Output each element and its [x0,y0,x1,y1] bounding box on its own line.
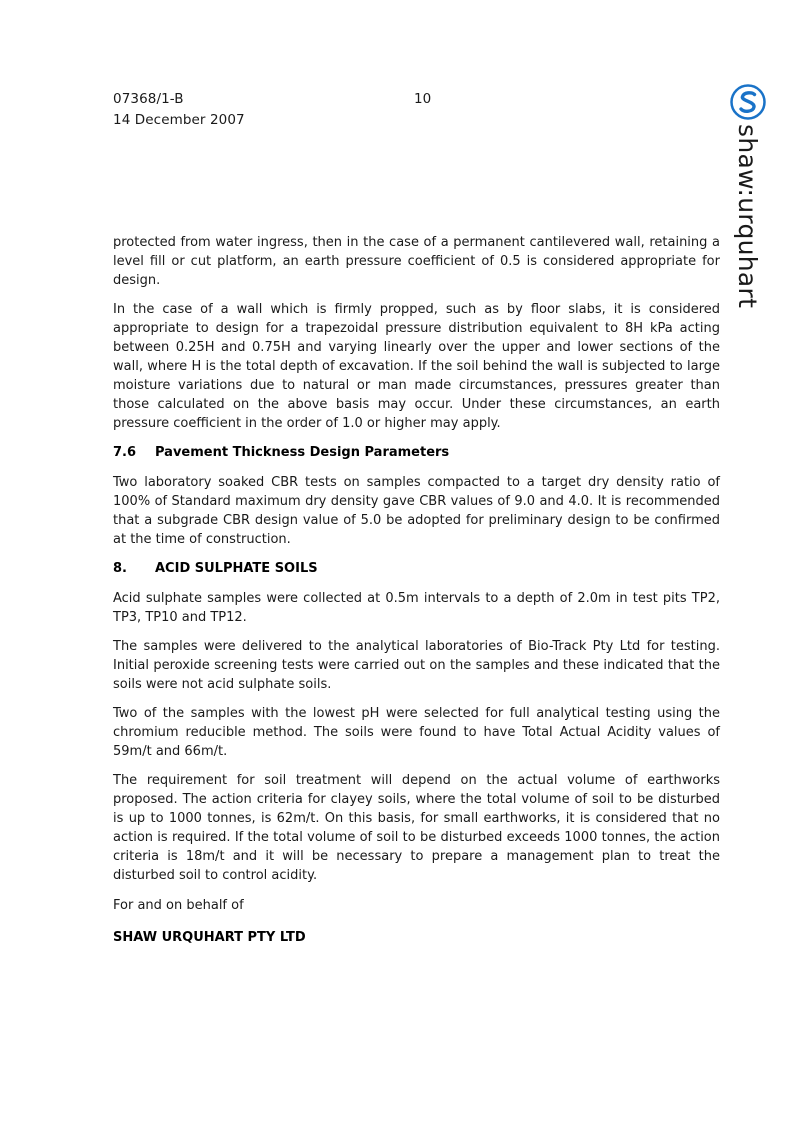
paragraph-screening-tests: The samples were delivered to the analytical laboratories of Bio-Track Pty Ltd for testing. Initial peroxide screening tests were carried out on the samples and these indicated that the soils were not acid sulphate soils. [113,639,720,692]
signoff-company: SHAW URQUHART PTY LTD [113,930,306,945]
document-reference-block [113,89,245,131]
page-number: 10 [414,91,432,107]
section-number: 7.6 [113,445,137,460]
company-logo [722,84,774,314]
paragraph-soil-treatment: The requirement for soil treatment will depend on the actual volume of earthworks proposed. The action criteria for clayey soils, where the total volume of soil to be disturbed is up to 1000 tonnes, is 62m/t. On this basis, for small earthworks, it is considered that no action is required. If the total volume of soil to be disturbed exceeds 1000 tonnes, the action criteria is 18m/t and it will be necessary to prepare a management plan to treat the disturbed soil to control acidity. [113,773,720,883]
shaw-urquhart-s-logo-icon [730,84,766,120]
reference-number: 07368/1-B [113,91,184,107]
report-body [113,233,720,895]
signoff-line: For and on behalf of [113,898,244,913]
heading-section-7-6 [113,443,720,462]
section-title: ACID SULPHATE SOILS [155,561,318,576]
document-date: 14 December 2007 [113,112,245,128]
paragraph-propped-wall: In the case of a wall which is firmly propped, such as by floor slabs, it is considered appropriate to design for a trapezoidal pressure distribution equivalent to 8H kPa acting between 0.25H and 0.75H and varying linearly over the upper and lower sections of the wall, where H is the total depth of excavation. If the soil behind the wall is subjected to large moisture variations due to natural or man made circumstances, pressures greater than those calculated on the above basis may occur. Under these circumstances, an earth pressure coefficient in the order of 1.0 or higher may apply. [113,302,720,431]
paragraph-cbr-tests: Two laboratory soaked CBR tests on samples compacted to a target dry density ratio of 100% of Standard maximum dry density gave CBR values of 9.0 and 4.0. It is recommended that a subgrade CBR design value of 5.0 be adopted for preliminary design to be confirmed at the time of construction. [113,475,720,547]
signoff-block [113,896,306,947]
section-title: Pavement Thickness Design Parameters [155,445,450,460]
section-number: 8. [113,561,127,576]
paragraph-sample-collection: Acid sulphate samples were collected at 0.5m intervals to a depth of 2.0m in test pits TP2, TP3, TP10 and TP12. [113,591,720,625]
heading-section-8 [113,559,720,578]
paragraph-wall-pressure-continued: protected from water ingress, then in the case of a permanent cantilevered wall, retaining a level fill or cut platform, an earth pressure coefficient of 0.5 is considered appropriate for design. [113,235,720,288]
paragraph-analytical-testing: Two of the samples with the lowest pH were selected for full analytical testing using the chromium reducible method. The soils were found to have Total Actual Acidity values of 59m/t and 66m/t. [113,706,720,759]
logo-wordmark: shaw:urquhart [733,124,762,309]
